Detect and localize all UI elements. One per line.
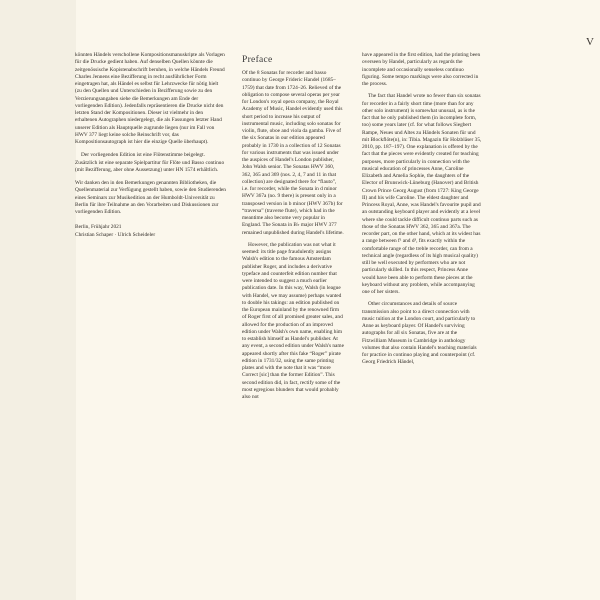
page-number: V — [586, 36, 595, 48]
right-column — [362, 52, 482, 372]
middle-column — [242, 54, 344, 406]
left-column — [75, 52, 226, 239]
left-paragraph-3: Wir danken den in den Bemerkungen genannten Bibliotheken, die Quellenmaterial zur Verfügung gestellt haben, sowie den Studierenden eines Seminars zur Musikedition an der Humboldt-Universität zu Berlin für ihre Teilnahme an den Vorarbeiten und Diskussionen zur vorliegenden Edition. — [75, 180, 226, 215]
right-paragraph-3: Other circumstances and details of source transmission also point to a direct connection with music tuition at the London court, and particularly to Anne as keyboard player. Of Handel's surviving autographs for all six Sonatas, five are at the Fitzwilliam Museum in Cambridge in anthology volumes that also contain Handel's teaching materials for practice in continuo playing and counterpoint (cf. Georg Friedrich Händel, — [362, 301, 477, 366]
signature-place-date: Berlin, Frühjahr 2021 — [75, 224, 122, 231]
signature-names: Christian Schaper · Ulrich Scheideler — [75, 231, 156, 238]
middle-paragraph-2: However, the publication was not what it seemed: its title page fraudulently assigns Walsh's edition to the famous Amsterdam publisher Roger, and includes a derivative typeface and counterfeit edition number that were intended to suggest a much earlier publication date. In this way, Walsh (in league with Handel, we may assume) perhaps wanted to double his takings: an edition published on the European mainland by the renowned firm of Roger first of all promised greater sales, and allowed for the production of an improved edition under Walsh's own name, enabling him to establish himself as Handel's publisher. At any event, a second edition under Walsh's name appeared shortly after this fake “Roger” pirate edition in 1731/32, using the same printing plates and with the note that it was “more Correct [sic] than the former Edition”. This second edition did, in fact, rectify some of the most egregious blunders that would probably also not — [242, 241, 344, 400]
left-paragraph-1: könnten Händels verschollene Kompositionsmanuskripte als Vorlagen für die Drucke gedient haben. Auf denselben Quellen könnte die zeitgenössische Kopistenabschrift beruhen, in welche Händels Freund Charles Jennens eine Bezifferung in recht ausführlicher Form eingetragen hat, als Händel es selbst für Lehrzwecke für nötig hielt (zu den Quellen und Unterschieden in Bezifferung sowie zu den Verzierungsangaben siehe die Bemerkungen am Ende der vorliegenden Edition). Jedenfalls repräsentieren die Drucke nicht den letzten Stand der Kompositionen. Dieser ist vielmehr in den erhaltenen Autographen niedergelegt, die als Fassungen letzter Hand unserer Edition als Hauptquelle zugrunde liegen (nur im Fall von HWV 377 liegt keine solche Reinschrift vor, das Kompositionsautograph ist hier die einzige Quelle überhaupt). — [75, 52, 225, 145]
page-gutter — [0, 0, 76, 600]
right-paragraph-1: have appeared in the first edition, had the printing been overseen by Handel, particularly as regards the incomplete and occasionally senseless continuo figuring. Some tempo markings were also corrected in the process. — [362, 52, 481, 87]
signature — [75, 224, 226, 239]
right-paragraph-2: The fact that Handel wrote no fewer than six sonatas for recorder in a fairly short time (more than for any other solo instrument) is somewhat unusual, as is the fact that he only published them (in incomplete form, too) some years later (cf. for what follows Siegbert Rampe, Neues und Altes zu Händels Sonaten für und mit Blockflöte(n), in: Tibia. Magazin für Holzbläser 35, 2010, pp. 187–197). One explanation is offered by the fact that the pieces were evidently created for teaching purposes, more particularly in connection with the musical education of princesses Anne, Caroline Elizabeth and Amelia Sophie, the daughters of the Elector of Brunswick-Lüneburg (Hanover) and British Crown Prince Georg August (from 1727: King George II) and his wife Caroline. The eldest daughter and Princess Royal, Anne, was Handel's favourite pupil and an outstanding keyboard player and evidently at a level where she could tackle difficult continuo parts such as those of the Sonatas HWV 362, 365 and 367a. The recorder part, on the other hand, which at its widest has a range between f¹ and d³, fits exactly within the comfortable range of the treble recorder, can from a technical angle (regardless of its high musical quality) still be well executed by performers who are not particularly skilled. In this respect, Princess Anne would have been able to perform these pieces at the keyboard without any problem, while accompanying one of her sisters. — [362, 93, 482, 295]
middle-paragraph-1: Of the 8 Sonatas for recorder and basso continuo by George Frideric Handel (1685–1759) that date from 1724–26. Relieved of the obligation to compose several operas per year for London's royal opera company, the Royal Academy of Music, Handel evidently used this short period to increase his output of instrumental music, including solo sonatas for violin, flute, oboe and viola da gamba. Five of the six Sonatas in our edition appeared probably in 1730 in a collection of 12 Sonatas for various instruments that was issued under the auspices of Handel's London publisher, John Walsh senior. The Sonatas HWV 360, 362, 365 and 369 (nos. 2, 4, 7 and 11 in that collection) are designated there for “flauto”, i.e. for recorder, while the Sonata in d minor HWV 367a (no. 9 there) is present only in a transposed version in b minor (HWV 367b) for “traversa” (traverse flute), which had in the meantime also become very popular in England. The Sonata in B♭ major HWV 377 remained unpublished during Handel's lifetime. — [242, 70, 344, 236]
left-paragraph-2: Der vorliegenden Edition ist eine Flötenstimme beigelegt. Zusätzlich ist eine separate Spielpartitur für Flöte und Basso continuo (mit Bezifferung, aber ohne Aussetzung) unter HN 1574 erhältlich. — [75, 152, 225, 173]
section-title: Preface — [242, 55, 273, 65]
